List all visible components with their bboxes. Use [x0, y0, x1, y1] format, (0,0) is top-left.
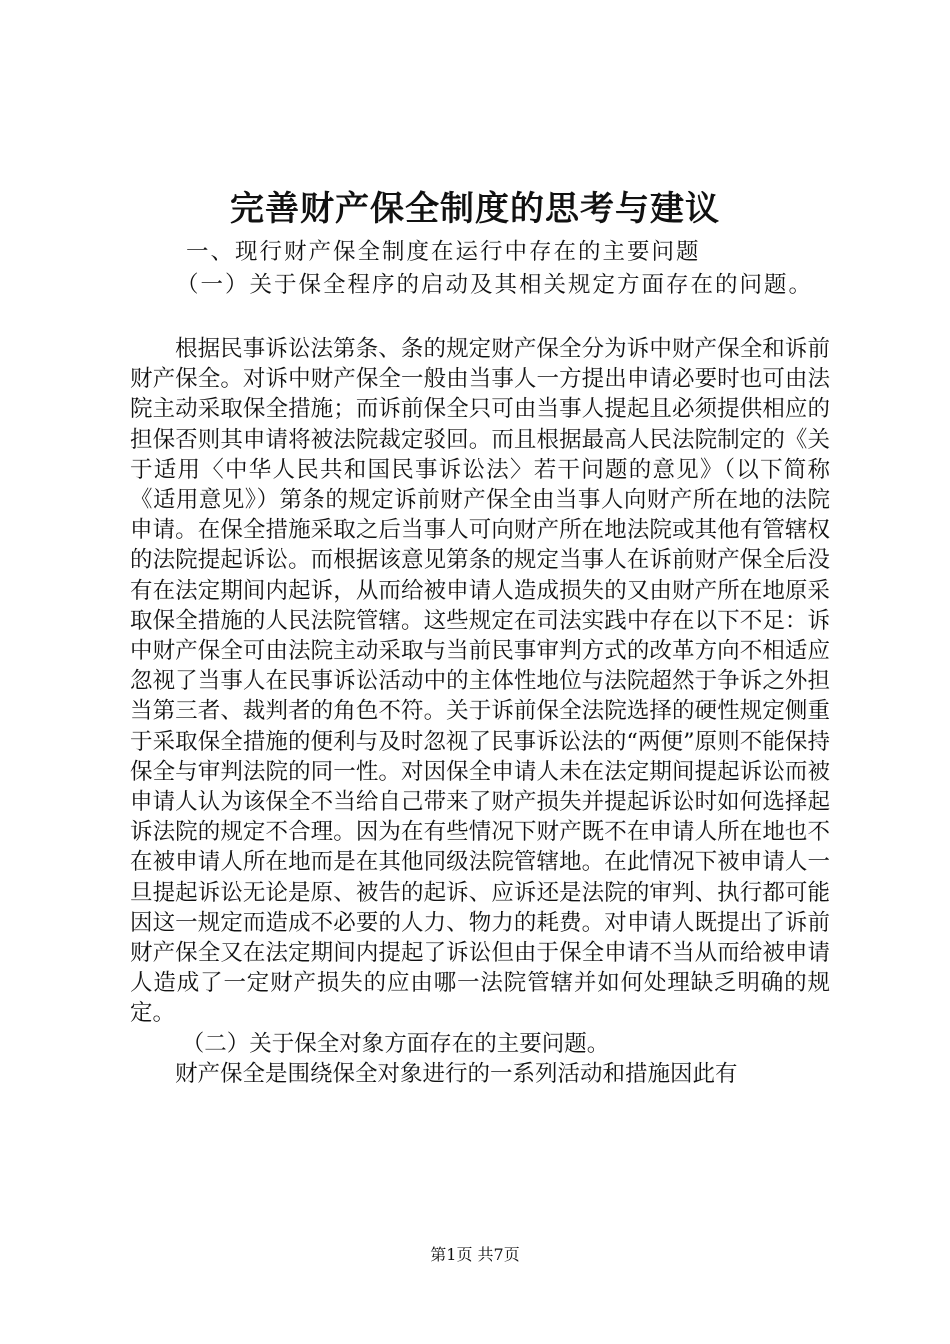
section-heading: 一、现行财产保全制度在运行中存在的主要问题: [186, 239, 701, 265]
subsection-heading: （二）关于保全对象方面存在的主要问题。: [181, 1030, 610, 1057]
document-body: [130, 334, 830, 1089]
body-paragraph: 根据民事诉讼法第条、条的规定财产保全分为诉中财产保全和诉前财产保全。对诉中财产保全一般由当事人一方提出申请必要时也可由法院主动采取保全措施；而诉前保全只可由当事人提起且必须提供相应的担保否则其申请将被法院裁定驳回。而且根据最高人民法院制定的《关于适用〈中华人民共和国民事诉讼法〉若干问题的意见》（以下简称《适用意见》）第条的规定诉前财产保全由当事人向财产所在地的法院申请。在保全措施采取之后当事人可向财产所在地法院或其他有管辖权的法院提起诉讼。而根据该意见第条的规定当事人在诉前财产保全后没有在法定期间内起诉，从而给被申请人造成损失的又由财产所在地原采取保全措施的人民法院管辖。这些规定在司法实践中存在以下不足：诉中财产保全可由法院主动采取与当前民事审判方式的改革方向不相适应忽视了当事人在民事诉讼活动中的主体性地位与法院超然于争诉之外担当第三者、裁判者的角色不符。关于诉前保全法院选择的硬性规定侧重于采取保全措施的便利与及时忽视了民事诉讼法的“两便”原则不能保持保全与审判法院的同一性。对因保全申请人未在法定期间提起诉讼而被申请人认为该保全不当给自己带来了财产损失并提起诉讼时如何选择起诉法院的规定不合理。因为在有些情况下财产既不在申请人所在地也不在被申请人所在地而是在其他同级法院管辖地。在此情况下被申请人一旦提起诉讼无论是原、被告的起诉、应诉还是法院的审判、执行都可能因这一规定而造成不必要的人力、物力的耗费。对申请人既提出了诉前财产保全又在法定期间内提起了诉讼但由于保全申请不当从而给被申请人造成了一定财产损失的应由哪一法院管辖并如何处理缺乏明确的规定。: [130, 336, 830, 1027]
subsection-heading: （一）关于保全程序的启动及其相关规定方面存在的问题。: [176, 272, 814, 298]
body-paragraph: 财产保全是围绕保全对象进行的一系列活动和措施因此有: [175, 1060, 738, 1087]
document-title: 完善财产保全制度的思考与建议: [230, 189, 720, 229]
page-indicator: 第1页 共7页: [430, 1245, 520, 1264]
